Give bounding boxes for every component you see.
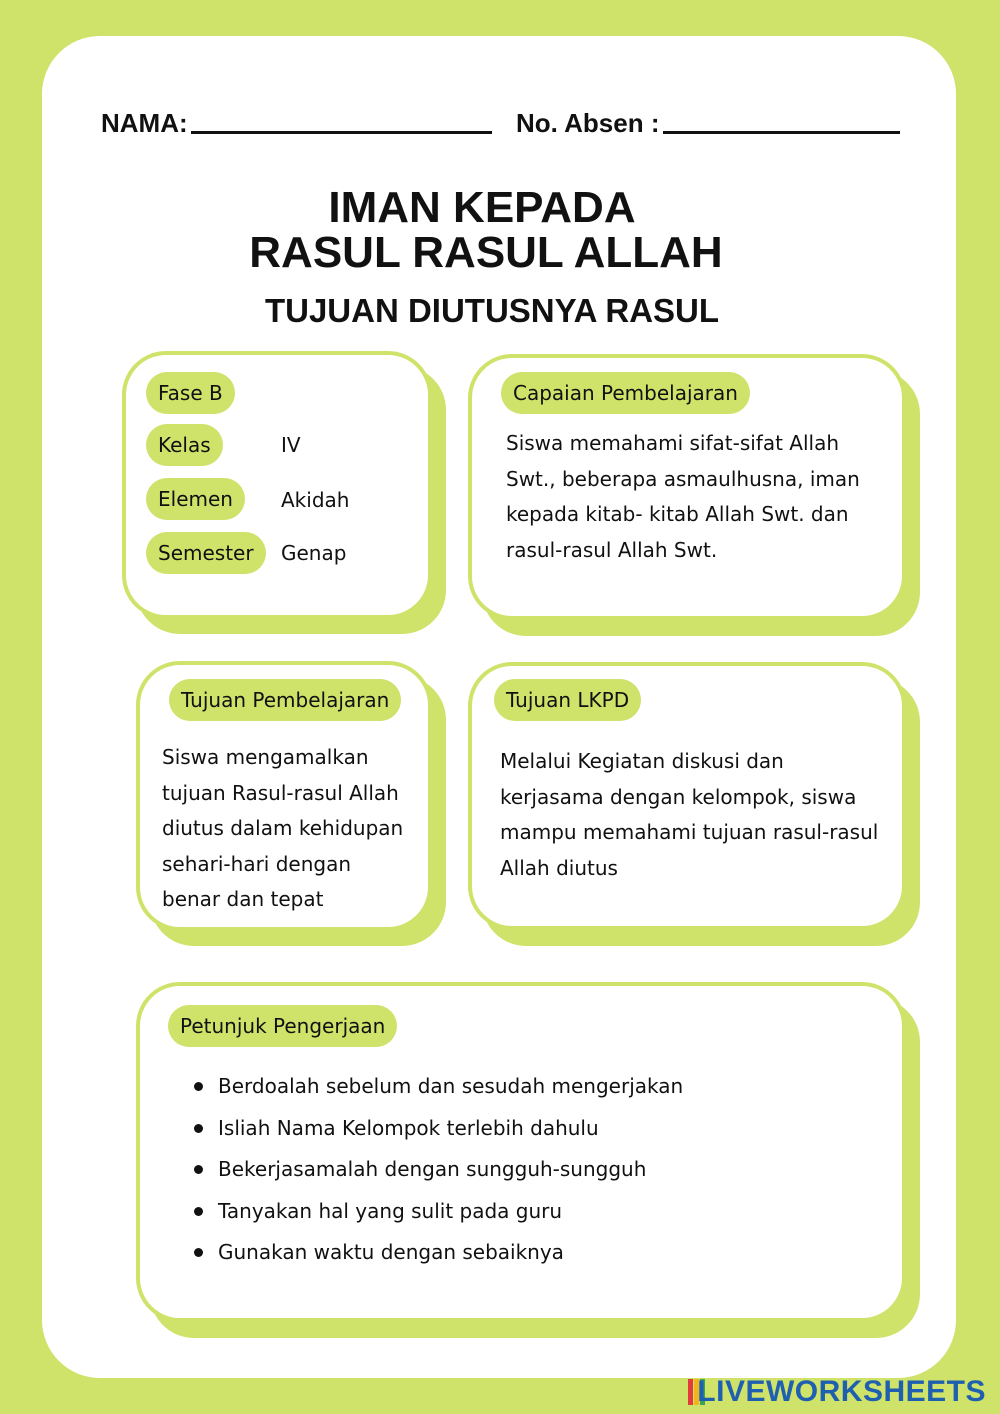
list-item (192, 1232, 683, 1274)
text-line: mampu memahami tujuan rasul-rasul (500, 820, 879, 844)
kelas-pill: Kelas (146, 424, 223, 466)
list-item-text: Isliah Nama Kelompok terlebih dahulu (218, 1115, 599, 1140)
text-line: Allah diutus (500, 855, 618, 880)
text-line: benar dan tepat (162, 887, 324, 911)
text-line: diutus dalam kehidupan (162, 816, 404, 840)
bullet-icon (194, 1207, 203, 1216)
tujuan-pembelajaran-text (162, 740, 403, 918)
bullet-icon (194, 1082, 203, 1091)
text-line: Siswa memahami sifat-sifat Allah (506, 431, 840, 455)
bullet-icon (194, 1248, 203, 1257)
bullet-icon (194, 1165, 203, 1174)
kelas-value: IV (281, 433, 301, 457)
page-title-line1: IMAN KEPADA (328, 183, 636, 232)
petunjuk-pill: Petunjuk Pengerjaan (168, 1005, 397, 1047)
text-line: tujuan Rasul-rasul Allah (162, 780, 399, 805)
list-item (192, 1149, 683, 1191)
list-item (192, 1191, 683, 1233)
page-title-line2: RASUL RASUL ALLAH (249, 228, 723, 277)
list-item-text: Bekerjasamalah dengan sungguh-sungguh (218, 1157, 647, 1182)
absen-input-line[interactable] (663, 131, 900, 134)
nama-input-line[interactable] (191, 131, 492, 134)
fase-pill: Fase B (146, 372, 235, 414)
text-line: Swt., beberapa asmaulhusna, iman (506, 466, 860, 491)
text-line: kerjasama dengan kelompok, siswa (500, 784, 857, 809)
text-line: kepada kitab- kitab Allah Swt. dan (506, 502, 849, 526)
semester-pill: Semester (146, 532, 266, 574)
nama-label: NAMA: (101, 108, 188, 138)
tujuan-lkpd-pill: Tujuan LKPD (494, 679, 641, 721)
list-item (192, 1066, 683, 1108)
petunjuk-list (192, 1066, 683, 1274)
text-line: sehari-hari dengan (162, 851, 352, 876)
liveworksheets-brand[interactable]: LIVEWORKSHEETS (697, 1375, 986, 1408)
list-item-text: Tanyakan hal yang sulit pada guru (218, 1198, 563, 1223)
elemen-pill: Elemen (146, 478, 245, 520)
tujuan-pembelajaran-pill: Tujuan Pembelajaran (169, 679, 401, 721)
list-item-text: Gunakan waktu dengan sebaiknya (218, 1240, 564, 1265)
capaian-pill: Capaian Pembelajaran (501, 372, 750, 414)
elemen-value: Akidah (281, 488, 350, 512)
text-line: rasul-rasul Allah Swt. (506, 537, 718, 562)
tujuan-lkpd-text (500, 744, 878, 886)
list-item (192, 1108, 683, 1150)
semester-value: Genap (281, 541, 347, 565)
bullet-icon (194, 1124, 203, 1133)
text-line: Melalui Kegiatan diskusi dan (500, 749, 784, 773)
absen-label: No. Absen : (516, 108, 660, 138)
text-line: Siswa mengamalkan (162, 745, 369, 769)
page-subtitle: TUJUAN DIUTUSNYA RASUL (264, 292, 720, 329)
capaian-text (506, 426, 860, 568)
list-item-text: Berdoalah sebelum dan sesudah mengerjakan (218, 1074, 684, 1098)
